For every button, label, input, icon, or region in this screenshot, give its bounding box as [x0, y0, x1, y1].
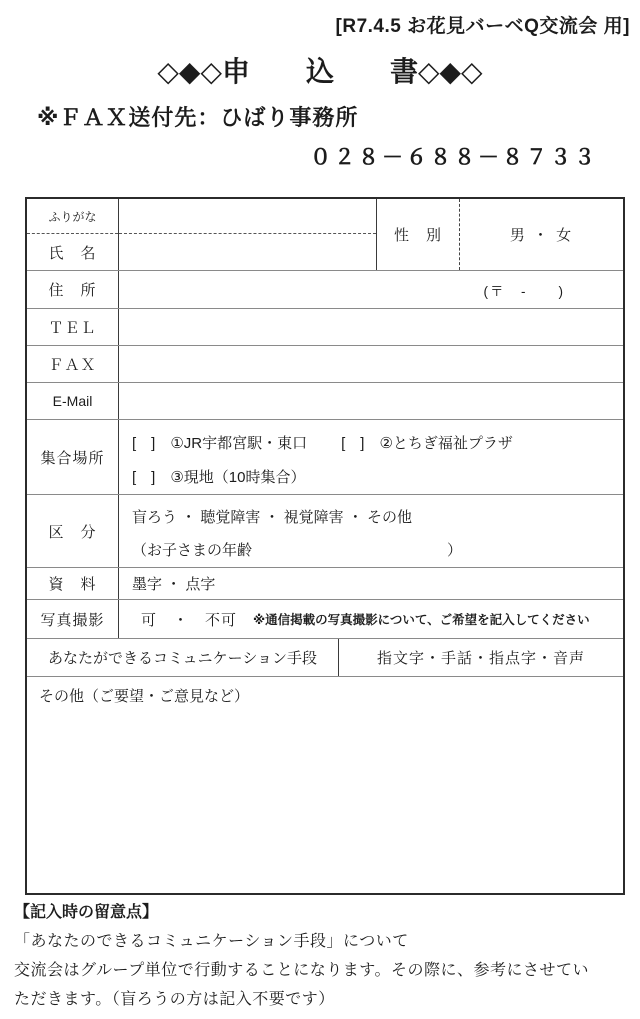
name-row [27, 199, 623, 270]
fax-label: ＦＡＸ [27, 346, 119, 382]
event-tag: [R7.4.5 お花見バーベQ交流会 用] [335, 16, 630, 37]
meeting-place-label: 集合場所 [27, 420, 119, 494]
furigana-entry-area [119, 199, 376, 234]
fax-row [27, 345, 623, 382]
photo-options-cell [119, 600, 623, 638]
fax-destination: ※ＦＡＸ送付先：ひばり事務所 [37, 105, 359, 130]
other-label: その他（ご要望・ご意見など） [39, 688, 250, 705]
category-row [27, 494, 623, 567]
fax-number: ０２８－６８８－８７３３ [310, 146, 598, 169]
postal-code-hint: (〒 - ) [483, 283, 565, 299]
meeting-option-1: [ ] ①JR宇都宮駅・東口 [132, 435, 308, 452]
name-entry-cell [119, 199, 377, 270]
application-form-table [25, 197, 625, 895]
material-label: 資 料 [27, 568, 119, 599]
category-child-age: （お子さまの年齢 ） [132, 542, 463, 559]
photo-row [27, 599, 623, 638]
email-label: E-Mail [27, 383, 119, 419]
communication-row [27, 638, 623, 676]
tel-entry-area [119, 309, 623, 345]
name-label: 氏 名 [48, 244, 97, 262]
material-row [27, 567, 623, 599]
meeting-options-line2 [132, 461, 623, 495]
notes-title: 【記入時の留意点】 [14, 904, 159, 921]
category-options: 盲ろう ・ 聴覚障害 ・ 視覚障害 ・ その他 [132, 509, 413, 526]
communication-label: あなたができるコミュニケーション手段 [27, 639, 339, 676]
photo-options: 可 ・ 不可 [141, 611, 238, 629]
furigana-label: ふりがな [27, 199, 118, 234]
address-entry-area [119, 271, 623, 308]
notes-line-2: 交流会はグループ単位で行動することになります。その際に、参考にさせてい [14, 962, 589, 979]
footer-notes [14, 899, 632, 1014]
name-label-cell [27, 199, 119, 270]
meeting-options-line1 [132, 427, 623, 461]
fax-entry-area [119, 346, 623, 382]
email-row [27, 382, 623, 419]
notes-line-1: 「あなたのできるコミュニケーション手段」について [14, 933, 409, 950]
email-entry-area [119, 383, 623, 419]
name-entry-area [119, 234, 376, 270]
meeting-option-3: [ ] ③現地（10時集合） [132, 469, 306, 486]
tel-label: ＴＥＬ [27, 309, 119, 345]
page-title: ◇◆◇申 込 書◇◆◇ [157, 56, 483, 87]
spacer [307, 427, 341, 461]
notes-line-3: ただきます。（盲ろうの方は記入不要です） [14, 991, 335, 1008]
sex-options: 男 ・ 女 [459, 199, 623, 270]
category-label: 区 分 [27, 495, 119, 567]
meeting-place-options [119, 420, 623, 494]
category-options-cell [119, 495, 623, 567]
address-label: 住 所 [27, 271, 119, 308]
meeting-place-row [27, 419, 623, 494]
other-row [27, 676, 623, 893]
communication-options: 指文字・手話・指点字・音声 [376, 650, 585, 667]
photo-label: 写真撮影 [27, 600, 119, 638]
tel-row [27, 308, 623, 345]
photo-note: ※通信掲載の写真撮影について、ご希望を記入してください [253, 613, 590, 627]
meeting-option-2: [ ] ②とちぎ福祉プラザ [341, 435, 513, 452]
address-row [27, 270, 623, 308]
sex-label: 性 別 [393, 227, 442, 244]
material-options: 墨字 ・ 点字 [132, 576, 216, 593]
